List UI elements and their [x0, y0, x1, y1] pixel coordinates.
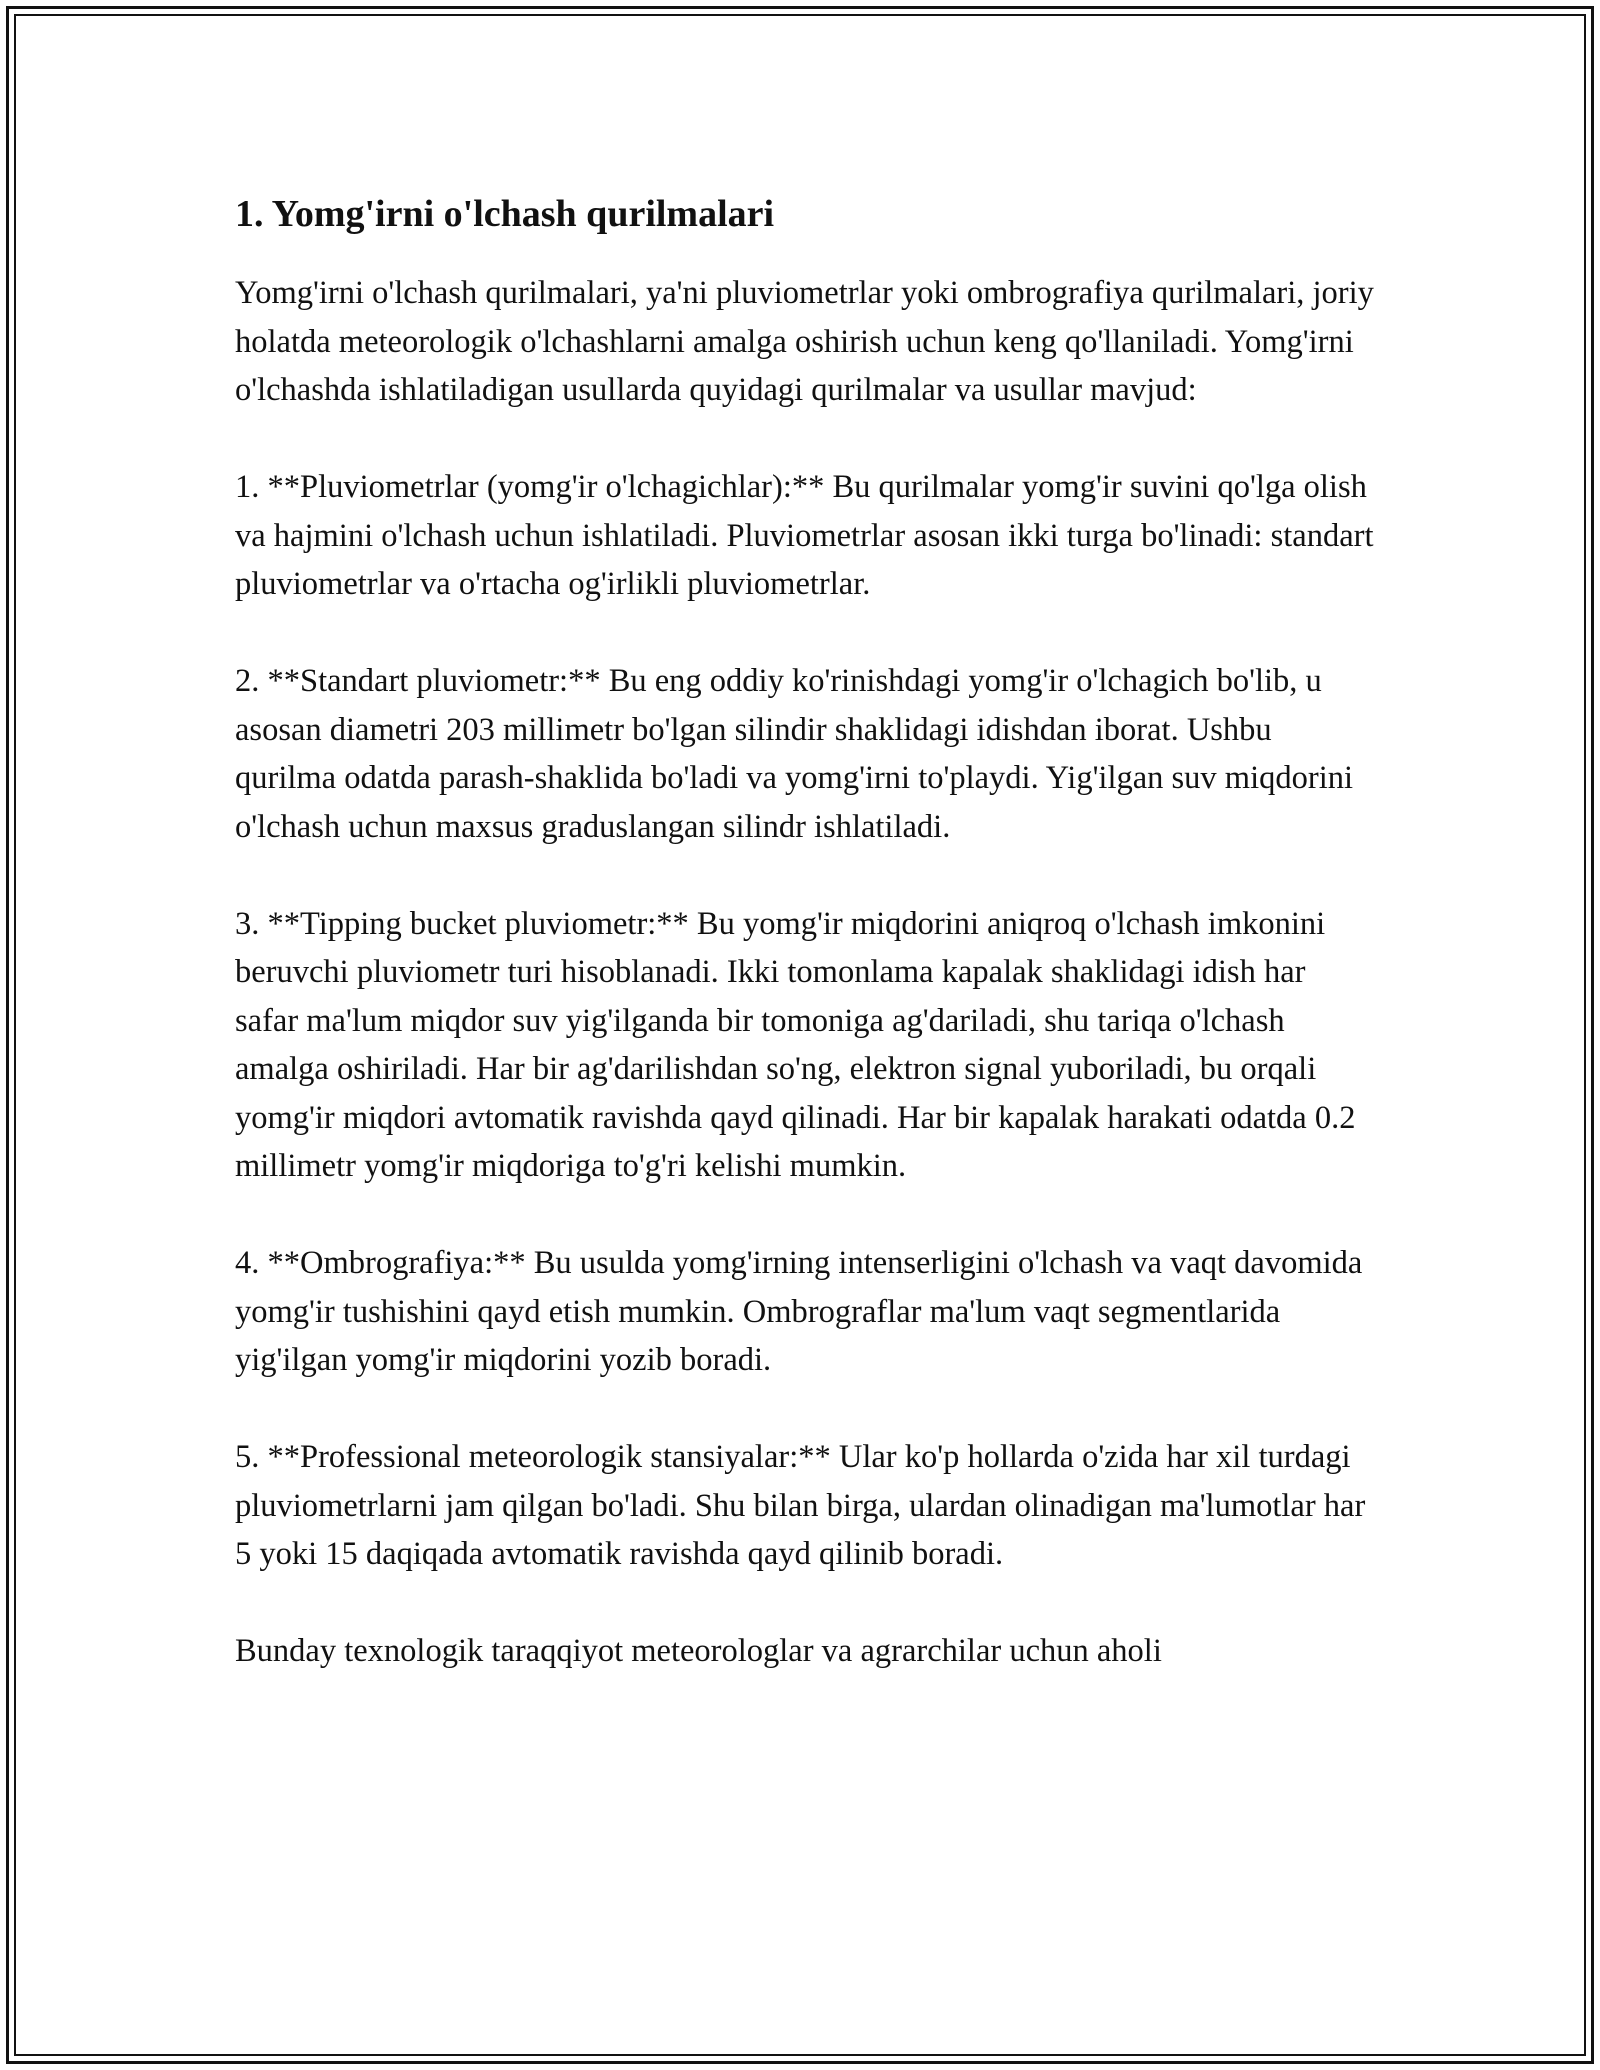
item-ombrography: 4. **Ombrografiya:** Bu usulda yomg'irning intenserligini o'lchash va vaqt davomida yomg'ir tushishini qayd etish mumkin. Ombrograflar ma'lum vaqt segmentlarida yig'ilgan yomg'ir miqdorini yozib boradi.	[235, 1245, 1363, 1378]
item-tipping-bucket: 3. **Tipping bucket pluviometr:** Bu yomg'ir miqdorini aniqroq o'lchash imkonini beruvchi pluviometr turi hisoblanadi. Ikki tomonlama kapalak shaklidagi idish har safar ma'lum miqdor suv yig'ilganda bir tomoniga ag'dariladi, shu tariqa o'lchash amalga oshiriladi. Har bir ag'darilishdan so'ng, elektron signal yuboriladi, bu orqali yomg'ir miqdori avtomatik ravishda qayd qilinadi. Har bir kapalak harakati odatda 0.2 millimetr yomg'ir miqdoriga to'g'ri kelishi mumkin.	[235, 905, 1356, 1184]
closing-paragraph: Bunday texnologik taraqqiyot meteorologlar va agrarchilar uchun aholi	[235, 1633, 1162, 1669]
section-heading: 1. Yomg'irni o'lchash qurilmalari	[235, 193, 775, 235]
document-body	[235, 185, 1375, 1724]
item-pluviometers: 1. **Pluviometrlar (yomg'ir o'lchagichlar):** Bu qurilmalar yomg'ir suvini qo'lga olish va hajmini o'lchash uchun ishlatiladi. Pluviometrlar asosan ikki turga bo'linadi: standart pluviometrlar va o'rtacha og'irlikli pluviometrlar.	[235, 469, 1374, 602]
item-standard-pluviometer: 2. **Standart pluviometr:** Bu eng oddiy ko'rinishdagi yomg'ir o'lchagich bo'lib, u asosan diametri 203 millimetr bo'lgan silindir shaklidagi idishdan iborat. Ushbu qurilma odatda parash-shaklida bo'ladi va yomg'irni to'playdi. Yig'ilgan suv miqdorini o'lchash uchun maxsus graduslangan silindr ishlatiladi.	[235, 663, 1353, 845]
item-professional-stations: 5. **Professional meteorologik stansiyalar:** Ular ko'p hollarda o'zida har xil turdagi pluviometrlarni jam qilgan bo'ladi. Shu bilan birga, ulardan olinadigan ma'lumotlar har 5 yoki 15 daqiqada avtomatik ravishda qayd qilinib boradi.	[235, 1439, 1366, 1572]
intro-paragraph: Yomg'irni o'lchash qurilmalari, ya'ni pluviometrlar yoki ombrografiya qurilmalari, joriy holatda meteorologik o'lchashlarni amalga oshirish uchun keng qo'llaniladi. Yomg'irni o'lchashda ishlatiladigan usullarda quyidagi qurilmalar va usullar mavjud:	[235, 275, 1374, 408]
